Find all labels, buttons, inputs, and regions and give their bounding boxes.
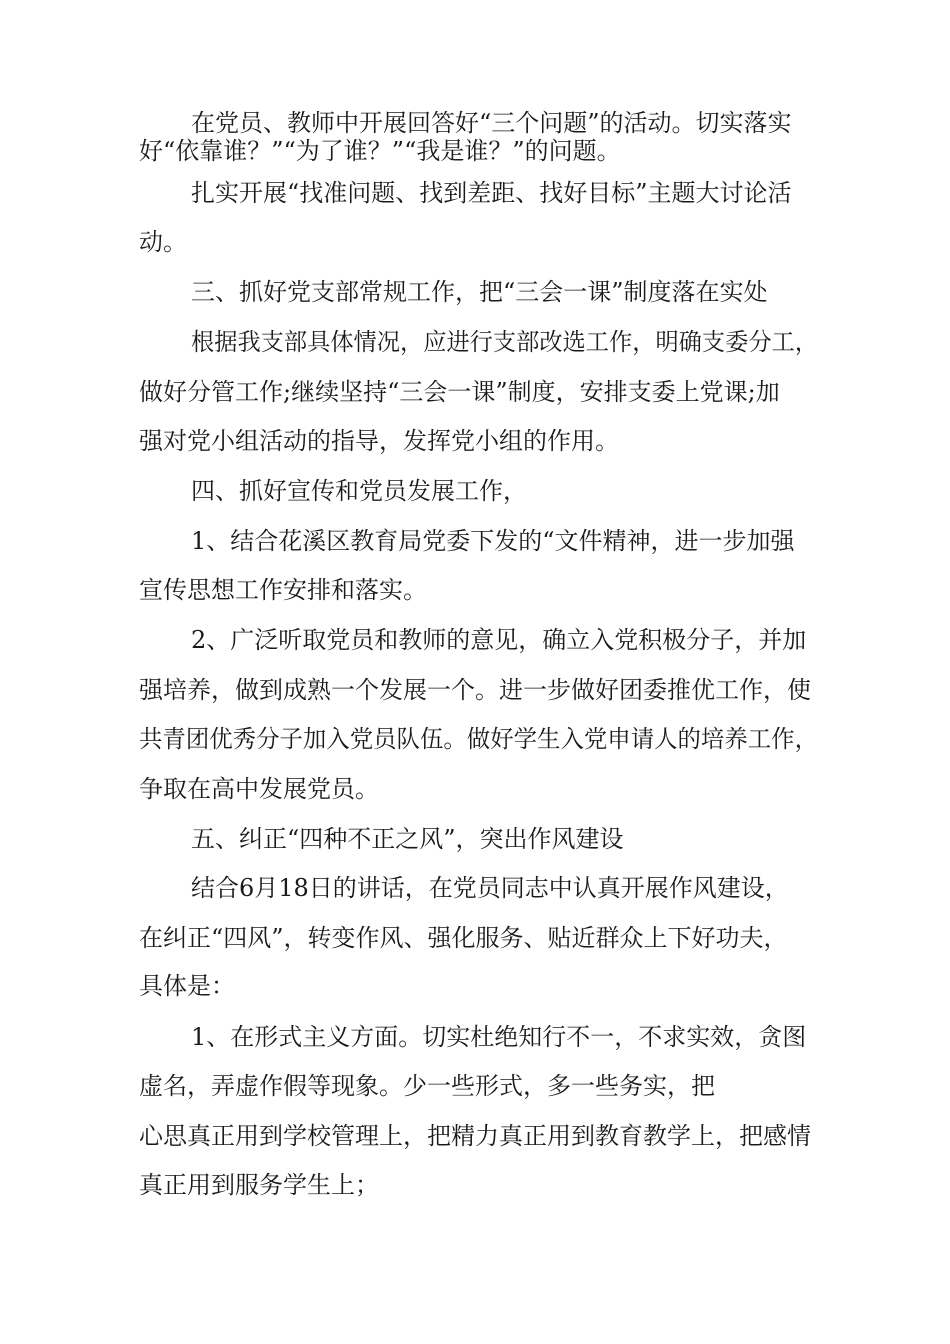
section-heading: 五、纠正“四种不正之风”，突出作风建设	[191, 825, 624, 853]
paragraph-line: 在党员、教师中开展回答好“三个问题”的活动。切实落实	[191, 109, 792, 137]
paragraph-line: 1、在形式主义方面。切实杜绝知行不一，不求实效，贪图	[191, 1023, 807, 1051]
paragraph-line: 结合6月18日的讲话，在党员同志中认真开展作风建设，	[191, 874, 789, 902]
paragraph-line: 在纠正“四风”，转变作风、强化服务、贴近群众上下好功夫，	[139, 924, 788, 952]
paragraph-line: 共青团优秀分子加入党员队伍。做好学生入党申请人的培养工作，	[139, 725, 818, 753]
paragraph-line: 强培养，做到成熟一个发展一个。进一步做好团委推优工作，使	[139, 676, 811, 704]
paragraph-line: 扎实开展“找准问题、找到差距、找好目标”主题大讨论活	[191, 179, 792, 207]
paragraph-line: 2、广泛听取党员和教师的意见，确立入党积极分子，并加	[191, 626, 807, 654]
paragraph-line: 根据我支部具体情况，应进行支部改选工作，明确支委分工，	[191, 328, 818, 356]
paragraph-line: 动。	[139, 228, 187, 256]
paragraph-line: 好“依靠谁？”“为了谁？”“我是谁？”的问题。	[139, 137, 621, 165]
paragraph-line: 争取在高中发展党员。	[139, 775, 379, 803]
section-heading: 三、抓好党支部常规工作，把“三会一课”制度落在实处	[191, 278, 768, 306]
paragraph-line: 心思真正用到学校管理上，把精力真正用到教育教学上，把感情	[139, 1122, 811, 1150]
paragraph-line: 宣传思想工作安排和落实。	[139, 576, 427, 604]
paragraph-line: 做好分管工作;继续坚持“三会一课”制度，安排支委上党课;加	[139, 378, 780, 406]
paragraph-line: 虚名，弄虚作假等现象。少一些形式，多一些务实，把	[139, 1072, 715, 1100]
paragraph-line: 具体是：	[139, 972, 235, 1000]
section-heading: 四、抓好宣传和党员发展工作，	[191, 477, 527, 505]
paragraph-line: 真正用到服务学生上；	[139, 1171, 379, 1199]
paragraph-line: 强对党小组活动的指导，发挥党小组的作用。	[139, 427, 619, 455]
paragraph-line: 1、结合花溪区教育局党委下发的“文件精神，进一步加强	[191, 527, 795, 555]
